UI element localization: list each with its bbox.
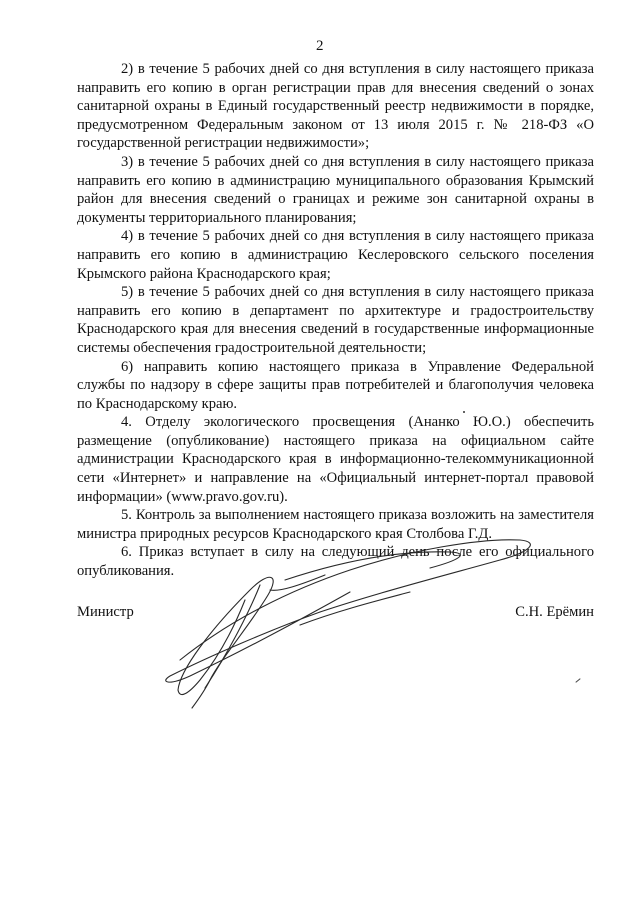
signer-name: С.Н. Ерёмин — [515, 604, 594, 620]
paragraph-item-3: 3) в течение 5 рабочих дней со дня вступления в силу настоящего приказа направить его копию в администрацию муниципального образования Крымский район для внесения сведений о границах и режиме зон санитарной охраны в документы территориального планирования; — [77, 153, 594, 226]
paragraph-clause-4: 4. Отделу экологического просвещения (Ананко Ю.О.) обеспечить размещение (опубликование) настоящего приказа на официальном сайте администрации Краснодарского края в информационно-телекоммуникационной сети «Интернет» и направление на «Официальный интернет-портал правовой информации» (www.pravo.gov.ru). — [77, 414, 594, 505]
paragraph-clause-5: 5. Контроль за выполнением настоящего приказа возложить на заместителя министра природных ресурсов Краснодарского края Столбова Г.Д. — [77, 507, 594, 542]
paragraph-item-4: 4) в течение 5 рабочих дней со дня вступления в силу настоящего приказа направить его копию в администрацию Кеслеровского сельского поселения Крымского района Краснодарского края; — [77, 228, 594, 282]
page-number: 2 — [316, 38, 324, 54]
signer-title: Министр — [77, 604, 134, 620]
paragraph-item-2: 2) в течение 5 рабочих дней со дня вступления в силу настоящего приказа направить его копию в орган регистрации прав для внесения сведений о зонах санитарной охраны в Единый государственный реестр недвижимости в порядке, предусмотренном Федеральным законом от 13 июля 2015 г. № 218-ФЗ «О государственной регистрации недвижимости»; — [77, 61, 594, 152]
paragraph-item-6: 6) направить копию настоящего приказа в Управление Федеральной службы по надзору в сфере защиты прав потребителей и благополучия человека по Краснодарскому краю. — [77, 358, 594, 412]
scan-mark — [575, 678, 580, 683]
scan-dot — [463, 411, 465, 413]
paragraph-clause-6: 6. Приказ вступает в силу на следующий день после его официального опубликования. — [77, 544, 594, 580]
signature-block — [77, 604, 594, 624]
document-body — [77, 60, 594, 581]
paragraph-item-5: 5) в течение 5 рабочих дней со дня вступления в силу настоящего приказа направить его копию в департамент по архитектуре и градостроительству Краснодарского края для внесения сведений в государственные информационные системы обеспечения градостроительной деятельности; — [77, 284, 594, 356]
